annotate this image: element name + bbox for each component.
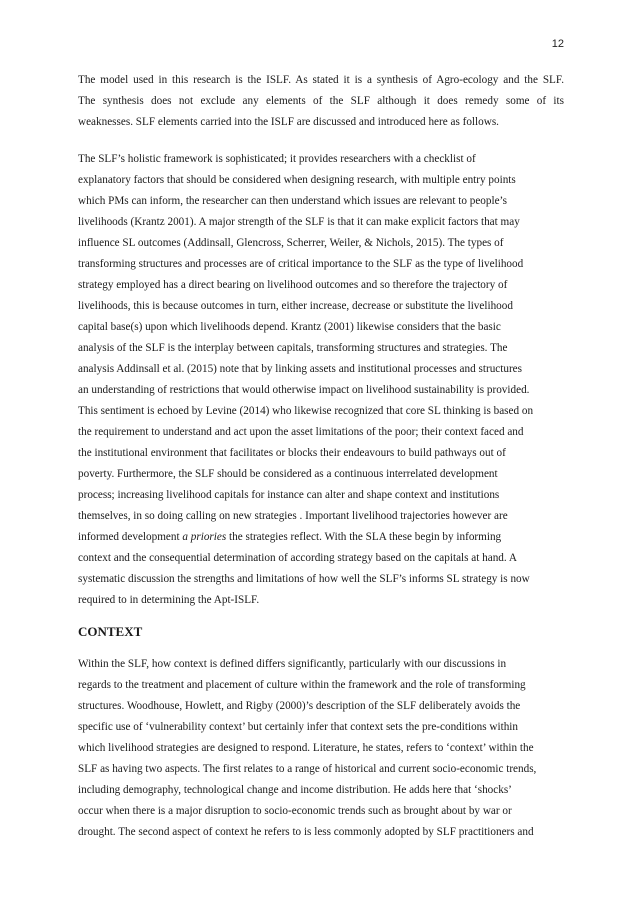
paragraph-intro [78,70,564,133]
text-line: The model used in this research is the ISLF. As stated it is a synthesis of Agro-ecology and the SLF. [78,74,564,86]
text-line: poverty. Furthermore, the SLF should be considered as a continuous interrelated development [78,468,498,480]
italic-term: a priories [182,531,227,543]
text-line: livelihoods, this is because outcomes in turn, either increase, decrease or substitute the livelihood [78,300,513,312]
text-run: the strategies reflect. With the SLA these begin by informing [226,531,502,543]
text-line: process; increasing livelihood capitals for instance can alter and shape context and institutions [78,489,500,501]
document-body [78,70,564,843]
text-line: influence SL outcomes (Addinsall, Glencross, Scherrer, Weiler, & Nichols, 2015). The types of [78,237,504,249]
text-line: systematic discussion the strengths and limitations of how well the SLF’s informs SL strategy is now [78,573,530,585]
text-line: SLF as having two aspects. The first relates to a range of historical and current socio-economic trends, [78,763,537,775]
text-line: The SLF’s holistic framework is sophisticated; it provides researchers with a checklist of [78,153,476,165]
text-line: Within the SLF, how context is defined differs significantly, particularly with our discussions in [78,658,507,670]
text-run: informed development [78,531,183,543]
text-line: strategy employed has a direct bearing on livelihood outcomes and so therefore the trajectory of [78,279,508,291]
text-line: regards to the treatment and placement of culture within the framework and the role of transforming [78,679,526,691]
text-line: an understanding of restrictions that would otherwise impact on livelihood sustainability is provided. [78,384,530,396]
text-line: analysis Addinsall et al. (2015) note that by linking assets and institutional processes and structures [78,363,523,375]
text-line: context and the consequential determination of according strategy based on the capitals at hand. A [78,552,517,564]
page-number: 12 [551,38,564,50]
text-line: livelihoods (Krantz 2001). A major strength of the SLF is that it can make explicit factors that may [78,216,520,228]
text-line: occur when there is a major disruption to socio-economic trends such as brought about by war or [78,805,512,817]
text-line: required to in determining the Apt-ISLF. [78,594,260,606]
text-line: which livelihood strategies are designed to respond. Literature, he states, refers to ‘context’ within the [78,742,534,754]
text-line: including demography, technological change and income distribution. He adds here that ‘shocks’ [78,784,512,796]
text-line: themselves, in so doing calling on new strategies . Important livelihood trajectories however are [78,510,508,522]
text-line: specific use of ‘vulnerability context’ but certainly infer that context sets the pre-conditions within [78,721,519,733]
text-line: the requirement to understand and act upon the asset limitations of the poor; their context faced and [78,426,524,438]
text-line: weaknesses. SLF elements carried into the ISLF are discussed and introduced here as follows. [78,116,499,128]
text-line: capital base(s) upon which livelihoods depend. Krantz (2001) likewise considers that the basic [78,321,501,333]
text-line: which PMs can inform, the researcher can then understand which issues are relevant to people’s [78,195,508,207]
text-line: structures. Woodhouse, Howlett, and Rigby (2000)’s description of the SLF deliberately avoids the [78,700,521,712]
text-line: The synthesis does not exclude any elements of the SLF although it does remedy some of its [78,95,564,107]
text-line: the institutional environment that facilitates or blocks their endeavours to build pathways out of [78,447,506,459]
text-line: This sentiment is echoed by Levine (2014) who likewise recognized that core SL thinking is based on [78,405,534,417]
paragraph-context [78,654,564,843]
text-line-with-italic [78,527,564,548]
text-line: analysis of the SLF is the interplay between capitals, transforming structures and strategies. The [78,342,508,354]
section-heading: CONTEXT [78,624,143,639]
paragraph-slf-framework [78,149,564,611]
text-line: drought. The second aspect of context he refers to is less commonly adopted by SLF practitioners and [78,826,534,838]
text-line: explanatory factors that should be considered when designing research, with multiple entry points [78,174,516,186]
text-line: transforming structures and processes are of critical importance to the SLF as the type of livelihood [78,258,524,270]
